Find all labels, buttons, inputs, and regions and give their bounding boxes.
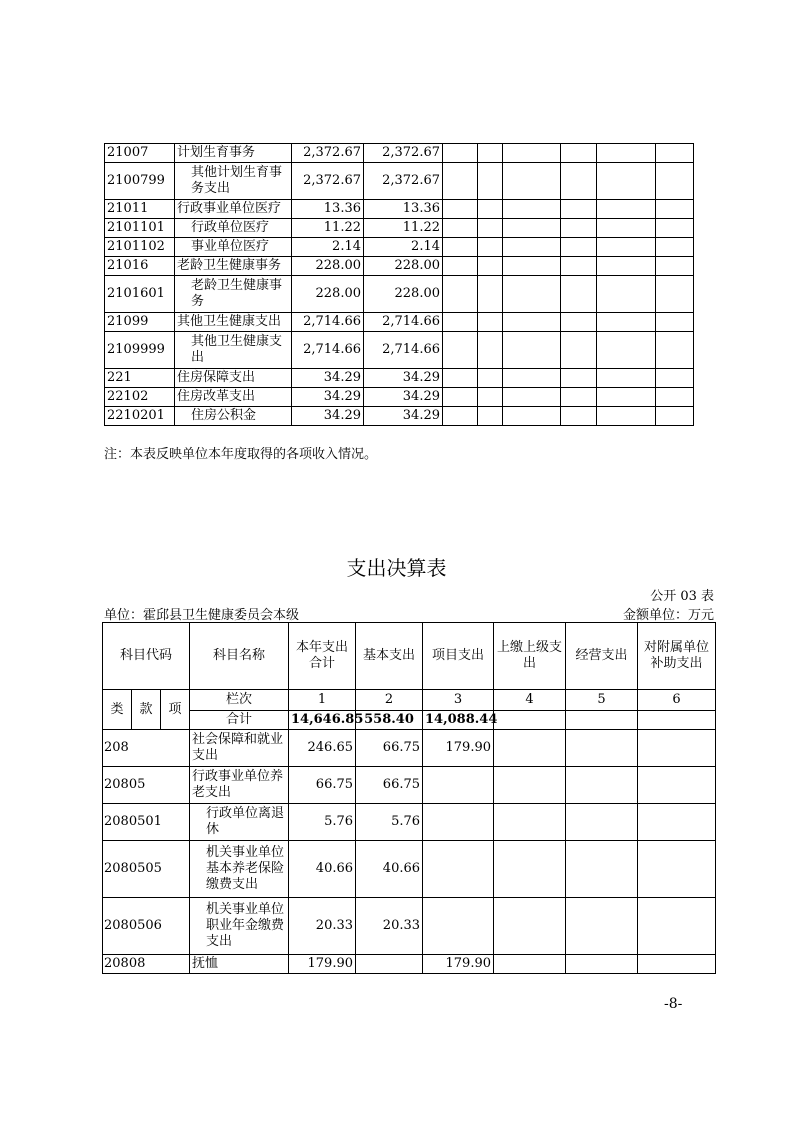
empty-cell bbox=[443, 144, 478, 163]
row-total: 20.33 bbox=[289, 898, 356, 955]
row-name: 住房改革支出 bbox=[175, 388, 292, 407]
row-total: 2,714.66 bbox=[292, 313, 364, 332]
table-row bbox=[105, 369, 694, 388]
empty-cell bbox=[443, 276, 478, 313]
row-basic: 11.22 bbox=[364, 219, 443, 238]
empty-cell bbox=[478, 144, 503, 163]
empty-cell bbox=[443, 313, 478, 332]
empty-cell bbox=[503, 144, 561, 163]
row-code: 2080505 bbox=[103, 841, 190, 898]
row-code: 20808 bbox=[103, 955, 190, 974]
empty-cell bbox=[494, 841, 566, 898]
empty-cell bbox=[597, 332, 656, 369]
empty-cell bbox=[478, 313, 503, 332]
empty-cell bbox=[478, 407, 503, 426]
table-row bbox=[103, 730, 716, 767]
empty-cell bbox=[561, 163, 597, 200]
row-basic: 34.29 bbox=[364, 369, 443, 388]
empty-cell bbox=[597, 369, 656, 388]
row-name: 老龄卫生健康事务 bbox=[175, 276, 292, 313]
header-upper: 上缴上级支出 bbox=[494, 623, 566, 690]
table-row bbox=[105, 388, 694, 407]
total-basic: 558.40 bbox=[356, 711, 423, 730]
empty-cell bbox=[597, 407, 656, 426]
empty-cell bbox=[656, 257, 694, 276]
empty-cell bbox=[561, 144, 597, 163]
row-code: 2109999 bbox=[105, 332, 175, 369]
empty-cell bbox=[597, 200, 656, 219]
empty-cell bbox=[656, 200, 694, 219]
empty-cell bbox=[656, 313, 694, 332]
empty-cell bbox=[494, 767, 566, 804]
empty-cell bbox=[503, 257, 561, 276]
row-name: 计划生育事务 bbox=[175, 144, 292, 163]
row-total: 34.29 bbox=[292, 369, 364, 388]
empty-cell bbox=[597, 313, 656, 332]
table-row bbox=[105, 238, 694, 257]
empty-cell bbox=[597, 257, 656, 276]
header-basic: 基本支出 bbox=[356, 623, 423, 690]
row-total: 228.00 bbox=[292, 276, 364, 313]
col-number: 3 bbox=[423, 690, 494, 711]
empty-cell bbox=[478, 276, 503, 313]
row-basic: 5.76 bbox=[356, 804, 423, 841]
empty-cell bbox=[443, 200, 478, 219]
empty-cell bbox=[494, 898, 566, 955]
row-code: 20805 bbox=[103, 767, 190, 804]
table-row bbox=[105, 200, 694, 219]
table-row bbox=[105, 407, 694, 426]
empty-cell bbox=[561, 257, 597, 276]
row-code: 2101101 bbox=[105, 219, 175, 238]
header-row bbox=[103, 623, 716, 690]
empty-cell bbox=[478, 369, 503, 388]
reporting-unit: 单位：霍邱县卫生健康委员会本级 bbox=[104, 608, 300, 623]
table-row bbox=[105, 144, 694, 163]
row-total: 40.66 bbox=[289, 841, 356, 898]
empty-cell bbox=[561, 200, 597, 219]
row-code: 21007 bbox=[105, 144, 175, 163]
empty-cell bbox=[494, 711, 566, 730]
empty-cell bbox=[597, 219, 656, 238]
row-name: 其他卫生健康支出 bbox=[175, 332, 292, 369]
empty-cell bbox=[443, 369, 478, 388]
col-number: 5 bbox=[566, 690, 638, 711]
row-total: 34.29 bbox=[292, 388, 364, 407]
table-row bbox=[103, 804, 716, 841]
row-name: 抚恤 bbox=[190, 955, 289, 974]
empty-cell bbox=[638, 767, 716, 804]
row-code: 21011 bbox=[105, 200, 175, 219]
row-code: 2210201 bbox=[105, 407, 175, 426]
row-name: 其他卫生健康支出 bbox=[175, 313, 292, 332]
row-basic: 13.36 bbox=[364, 200, 443, 219]
row-basic: 66.75 bbox=[356, 730, 423, 767]
row-name: 住房公积金 bbox=[175, 407, 292, 426]
empty-cell bbox=[656, 332, 694, 369]
empty-cell bbox=[503, 276, 561, 313]
empty-cell bbox=[494, 955, 566, 974]
empty-cell bbox=[443, 219, 478, 238]
row-total: 179.90 bbox=[289, 955, 356, 974]
table-row bbox=[103, 767, 716, 804]
empty-cell bbox=[561, 219, 597, 238]
empty-cell bbox=[503, 407, 561, 426]
empty-cell bbox=[561, 276, 597, 313]
row-total: 2.14 bbox=[292, 238, 364, 257]
row-name: 住房保障支出 bbox=[175, 369, 292, 388]
empty-cell bbox=[443, 163, 478, 200]
page-number: -8- bbox=[664, 996, 683, 1012]
row-code: 221 bbox=[105, 369, 175, 388]
header-project: 项目支出 bbox=[423, 623, 494, 690]
row-name: 其他计划生育事务支出 bbox=[175, 163, 292, 200]
empty-cell bbox=[656, 238, 694, 257]
empty-cell bbox=[566, 711, 638, 730]
empty-cell bbox=[566, 955, 638, 974]
empty-cell bbox=[656, 144, 694, 163]
row-project bbox=[423, 898, 494, 955]
header-subsidy: 对附属单位补助支出 bbox=[638, 623, 716, 690]
empty-cell bbox=[478, 200, 503, 219]
header-name: 科目名称 bbox=[190, 623, 289, 690]
empty-cell bbox=[443, 388, 478, 407]
row-basic: 2.14 bbox=[364, 238, 443, 257]
table-row bbox=[105, 257, 694, 276]
row-code: 208 bbox=[103, 730, 190, 767]
empty-cell bbox=[597, 276, 656, 313]
row-total: 2,372.67 bbox=[292, 144, 364, 163]
header-operation: 经营支出 bbox=[566, 623, 638, 690]
empty-cell bbox=[503, 238, 561, 257]
row-total: 2,714.66 bbox=[292, 332, 364, 369]
empty-cell bbox=[503, 313, 561, 332]
row-basic bbox=[356, 955, 423, 974]
header-xiang: 项 bbox=[161, 690, 190, 730]
empty-cell bbox=[561, 332, 597, 369]
table-row bbox=[105, 332, 694, 369]
empty-cell bbox=[566, 730, 638, 767]
empty-cell bbox=[478, 388, 503, 407]
empty-cell bbox=[494, 804, 566, 841]
empty-cell bbox=[561, 388, 597, 407]
row-basic: 2,714.66 bbox=[364, 332, 443, 369]
row-name: 事业单位医疗 bbox=[175, 238, 292, 257]
col-number: 2 bbox=[356, 690, 423, 711]
row-code: 2101102 bbox=[105, 238, 175, 257]
empty-cell bbox=[561, 369, 597, 388]
empty-cell bbox=[494, 730, 566, 767]
empty-cell bbox=[638, 955, 716, 974]
empty-cell bbox=[656, 407, 694, 426]
row-total: 228.00 bbox=[292, 257, 364, 276]
row-project bbox=[423, 767, 494, 804]
total-label: 合计 bbox=[190, 711, 289, 730]
row-name: 社会保障和就业支出 bbox=[190, 730, 289, 767]
empty-cell bbox=[638, 730, 716, 767]
empty-cell bbox=[597, 163, 656, 200]
row-name: 行政单位离退休 bbox=[190, 804, 289, 841]
empty-cell bbox=[638, 711, 716, 730]
total-total: 14,646.85 bbox=[289, 711, 356, 730]
row-code: 22102 bbox=[105, 388, 175, 407]
total-project: 14,088.44 bbox=[423, 711, 494, 730]
empty-cell bbox=[561, 313, 597, 332]
header-total: 本年支出合计 bbox=[289, 623, 356, 690]
empty-cell bbox=[566, 804, 638, 841]
income-table-continued bbox=[104, 143, 694, 426]
table-row bbox=[103, 898, 716, 955]
row-name: 行政事业单位医疗 bbox=[175, 200, 292, 219]
row-basic: 2,372.67 bbox=[364, 163, 443, 200]
row-basic: 40.66 bbox=[356, 841, 423, 898]
empty-cell bbox=[597, 388, 656, 407]
table-row bbox=[103, 841, 716, 898]
column-number-row bbox=[103, 690, 716, 711]
row-total: 2,372.67 bbox=[292, 163, 364, 200]
header-code: 科目代码 bbox=[103, 623, 190, 690]
row-basic: 34.29 bbox=[364, 407, 443, 426]
row-name: 机关事业单位基本养老保险缴费支出 bbox=[190, 841, 289, 898]
header-lanci: 栏次 bbox=[190, 690, 289, 711]
row-name: 老龄卫生健康事务 bbox=[175, 257, 292, 276]
empty-cell bbox=[656, 219, 694, 238]
empty-cell bbox=[503, 163, 561, 200]
empty-cell bbox=[503, 332, 561, 369]
row-project: 179.90 bbox=[423, 730, 494, 767]
row-basic: 20.33 bbox=[356, 898, 423, 955]
header-lei: 类 bbox=[103, 690, 132, 730]
row-project: 179.90 bbox=[423, 955, 494, 974]
total-row bbox=[103, 711, 716, 730]
empty-cell bbox=[566, 898, 638, 955]
row-code: 2080501 bbox=[103, 804, 190, 841]
empty-cell bbox=[503, 200, 561, 219]
row-code: 2100799 bbox=[105, 163, 175, 200]
row-name: 行政事业单位养老支出 bbox=[190, 767, 289, 804]
empty-cell bbox=[566, 841, 638, 898]
col-number: 4 bbox=[494, 690, 566, 711]
empty-cell bbox=[638, 841, 716, 898]
empty-cell bbox=[561, 238, 597, 257]
empty-cell bbox=[638, 804, 716, 841]
row-total: 246.65 bbox=[289, 730, 356, 767]
empty-cell bbox=[656, 163, 694, 200]
empty-cell bbox=[566, 767, 638, 804]
row-name: 行政单位医疗 bbox=[175, 219, 292, 238]
empty-cell bbox=[478, 163, 503, 200]
row-basic: 228.00 bbox=[364, 257, 443, 276]
row-project bbox=[423, 804, 494, 841]
empty-cell bbox=[478, 219, 503, 238]
row-name: 机关事业单位职业年金缴费支出 bbox=[190, 898, 289, 955]
row-basic: 2,372.67 bbox=[364, 144, 443, 163]
header-kuan: 款 bbox=[132, 690, 161, 730]
row-code: 2080506 bbox=[103, 898, 190, 955]
empty-cell bbox=[503, 219, 561, 238]
row-basic: 2,714.66 bbox=[364, 313, 443, 332]
empty-cell bbox=[561, 407, 597, 426]
col-number: 6 bbox=[638, 690, 716, 711]
col-number: 1 bbox=[289, 690, 356, 711]
row-code: 21016 bbox=[105, 257, 175, 276]
empty-cell bbox=[503, 369, 561, 388]
row-total: 11.22 bbox=[292, 219, 364, 238]
empty-cell bbox=[443, 238, 478, 257]
table-row bbox=[103, 955, 716, 974]
empty-cell bbox=[478, 332, 503, 369]
empty-cell bbox=[656, 369, 694, 388]
row-total: 34.29 bbox=[292, 407, 364, 426]
table-title: 支出决算表 bbox=[346, 556, 447, 580]
money-unit: 金额单位：万元 bbox=[622, 608, 714, 623]
empty-cell bbox=[443, 332, 478, 369]
row-basic: 66.75 bbox=[356, 767, 423, 804]
empty-cell bbox=[478, 238, 503, 257]
row-code: 21099 bbox=[105, 313, 175, 332]
empty-cell bbox=[443, 257, 478, 276]
empty-cell bbox=[656, 276, 694, 313]
empty-cell bbox=[597, 144, 656, 163]
expenditure-table bbox=[102, 622, 716, 974]
table-row bbox=[105, 313, 694, 332]
empty-cell bbox=[638, 898, 716, 955]
empty-cell bbox=[656, 388, 694, 407]
empty-cell bbox=[597, 238, 656, 257]
row-total: 66.75 bbox=[289, 767, 356, 804]
table-row bbox=[105, 163, 694, 200]
row-project bbox=[423, 841, 494, 898]
table-row bbox=[105, 219, 694, 238]
row-basic: 228.00 bbox=[364, 276, 443, 313]
empty-cell bbox=[503, 388, 561, 407]
row-code: 2101601 bbox=[105, 276, 175, 313]
row-basic: 34.29 bbox=[364, 388, 443, 407]
table-row bbox=[105, 276, 694, 313]
row-total: 13.36 bbox=[292, 200, 364, 219]
table-note: 注：本表反映单位本年度取得的各项收入情况。 bbox=[104, 447, 378, 462]
form-number: 公开 03 表 bbox=[650, 589, 714, 604]
empty-cell bbox=[478, 257, 503, 276]
row-total: 5.76 bbox=[289, 804, 356, 841]
empty-cell bbox=[443, 407, 478, 426]
